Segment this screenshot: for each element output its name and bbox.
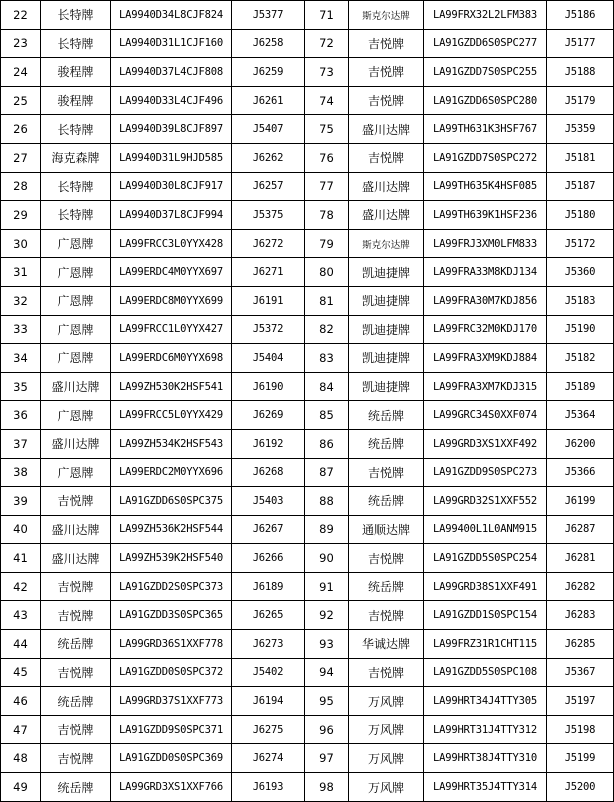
left-vin-cell: LA99FRCC5L0YYX429 (111, 401, 232, 430)
right-code-cell: J6281 (547, 544, 614, 573)
left-brand-cell: 吉悦牌 (41, 744, 111, 773)
right-vin-cell: LA99FRA30M7KDJ856 (424, 286, 547, 315)
left-vin-cell: LA91GZDD3S0SPC365 (111, 601, 232, 630)
right-code-cell: J5179 (547, 86, 614, 115)
left-index-cell: 44 (1, 630, 41, 659)
left-vin-cell: LA9940D34L8CJF824 (111, 1, 232, 30)
left-code-cell: J6269 (232, 401, 305, 430)
left-index-cell: 48 (1, 744, 41, 773)
left-code-cell: J5372 (232, 315, 305, 344)
table-row (1, 515, 614, 544)
right-code-cell: J6287 (547, 515, 614, 544)
left-code-cell: J5403 (232, 487, 305, 516)
right-brand-cell: 万风牌 (349, 715, 424, 744)
table-row (1, 630, 614, 659)
right-brand-cell: 吉悦牌 (349, 458, 424, 487)
left-index-cell: 49 (1, 773, 41, 802)
left-code-cell: J6257 (232, 172, 305, 201)
right-brand-cell: 盛川达牌 (349, 115, 424, 144)
right-vin-cell: LA99GRD3XS1XXF492 (424, 429, 547, 458)
right-vin-cell: LA99FRJ3XM0LFM833 (424, 229, 547, 258)
right-vin-cell: LA99GRD38S1XXF491 (424, 572, 547, 601)
left-code-cell: J6262 (232, 143, 305, 172)
right-vin-cell: LA99HRT35J4TTY314 (424, 773, 547, 802)
right-code-cell: J5197 (547, 687, 614, 716)
left-code-cell: J6261 (232, 86, 305, 115)
right-code-cell: J6285 (547, 630, 614, 659)
right-vin-cell: LA91GZDD6S0SPC280 (424, 86, 547, 115)
right-vin-cell: LA99TH631K3HSF767 (424, 115, 547, 144)
right-code-cell: J5182 (547, 344, 614, 373)
left-vin-cell: LA9940D37L4CJF808 (111, 58, 232, 87)
left-code-cell: J6267 (232, 515, 305, 544)
left-index-cell: 34 (1, 344, 41, 373)
right-brand-cell: 盛川达牌 (349, 201, 424, 230)
right-code-cell: J5187 (547, 172, 614, 201)
left-index-cell: 22 (1, 1, 41, 30)
right-index-cell: 92 (305, 601, 349, 630)
left-index-cell: 24 (1, 58, 41, 87)
right-index-cell: 86 (305, 429, 349, 458)
table-row (1, 58, 614, 87)
left-vin-cell: LA9940D31L9HJD585 (111, 143, 232, 172)
left-vin-cell: LA91GZDD6S0SPC375 (111, 487, 232, 516)
right-index-cell: 88 (305, 487, 349, 516)
left-brand-cell: 盛川达牌 (41, 544, 111, 573)
right-brand-cell: 统岳牌 (349, 401, 424, 430)
table-body (1, 1, 614, 802)
left-index-cell: 26 (1, 115, 41, 144)
left-index-cell: 40 (1, 515, 41, 544)
left-vin-cell: LA99ERDC4M0YYX697 (111, 258, 232, 287)
right-vin-cell: LA99GRD32S1XXF552 (424, 487, 547, 516)
left-brand-cell: 广恩牌 (41, 315, 111, 344)
right-brand-cell: 吉悦牌 (349, 143, 424, 172)
right-index-cell: 77 (305, 172, 349, 201)
right-index-cell: 93 (305, 630, 349, 659)
left-brand-cell: 吉悦牌 (41, 487, 111, 516)
left-index-cell: 46 (1, 687, 41, 716)
right-code-cell: J5188 (547, 58, 614, 87)
table-row (1, 86, 614, 115)
left-index-cell: 42 (1, 572, 41, 601)
left-index-cell: 36 (1, 401, 41, 430)
table-row (1, 229, 614, 258)
left-index-cell: 31 (1, 258, 41, 287)
right-index-cell: 81 (305, 286, 349, 315)
right-vin-cell: LA99400L1L0ANM915 (424, 515, 547, 544)
left-code-cell: J6258 (232, 29, 305, 58)
left-index-cell: 23 (1, 29, 41, 58)
right-vin-cell: LA99GRC34S0XXF074 (424, 401, 547, 430)
right-index-cell: 73 (305, 58, 349, 87)
right-index-cell: 94 (305, 658, 349, 687)
left-brand-cell: 统岳牌 (41, 630, 111, 659)
left-code-cell: J6272 (232, 229, 305, 258)
right-vin-cell: LA99TH639K1HSF236 (424, 201, 547, 230)
left-vin-cell: LA91GZDD9S0SPC371 (111, 715, 232, 744)
left-index-cell: 37 (1, 429, 41, 458)
table-row (1, 658, 614, 687)
left-index-cell: 35 (1, 372, 41, 401)
left-vin-cell: LA9940D33L4CJF496 (111, 86, 232, 115)
right-vin-cell: LA91GZDD7S0SPC255 (424, 58, 547, 87)
left-brand-cell: 吉悦牌 (41, 572, 111, 601)
left-vin-cell: LA9940D39L8CJF897 (111, 115, 232, 144)
right-index-cell: 91 (305, 572, 349, 601)
left-brand-cell: 长特牌 (41, 1, 111, 30)
right-index-cell: 85 (305, 401, 349, 430)
left-code-cell: J6268 (232, 458, 305, 487)
right-vin-cell: LA91GZDD6S0SPC277 (424, 29, 547, 58)
table-row (1, 344, 614, 373)
right-brand-cell: 凯迪捷牌 (349, 286, 424, 315)
right-code-cell: J6282 (547, 572, 614, 601)
left-code-cell: J5407 (232, 115, 305, 144)
right-index-cell: 83 (305, 344, 349, 373)
right-brand-cell: 吉悦牌 (349, 29, 424, 58)
left-vin-cell: LA99FRCC1L0YYX427 (111, 315, 232, 344)
right-index-cell: 72 (305, 29, 349, 58)
right-brand-cell: 吉悦牌 (349, 86, 424, 115)
left-code-cell: J5404 (232, 344, 305, 373)
right-brand-cell: 吉悦牌 (349, 544, 424, 573)
left-vin-cell: LA9940D30L8CJF917 (111, 172, 232, 201)
left-brand-cell: 统岳牌 (41, 687, 111, 716)
left-index-cell: 39 (1, 487, 41, 516)
left-code-cell: J6271 (232, 258, 305, 287)
right-index-cell: 75 (305, 115, 349, 144)
table-row (1, 201, 614, 230)
table-row (1, 601, 614, 630)
table-row (1, 458, 614, 487)
right-code-cell: J5177 (547, 29, 614, 58)
right-vin-cell: LA99FRA3XM9KDJ884 (424, 344, 547, 373)
table-row (1, 744, 614, 773)
left-index-cell: 45 (1, 658, 41, 687)
right-vin-cell: LA91GZDD7S0SPC272 (424, 143, 547, 172)
right-index-cell: 78 (305, 201, 349, 230)
left-code-cell: J6190 (232, 372, 305, 401)
left-vin-cell: LA99ERDC6M0YYX698 (111, 344, 232, 373)
right-code-cell: J5366 (547, 458, 614, 487)
left-vin-cell: LA91GZDD0S0SPC369 (111, 744, 232, 773)
right-index-cell: 96 (305, 715, 349, 744)
table-row (1, 315, 614, 344)
left-vin-cell: LA99FRCC3L0YYX428 (111, 229, 232, 258)
left-vin-cell: LA99GRD37S1XXF773 (111, 687, 232, 716)
right-index-cell: 89 (305, 515, 349, 544)
right-vin-cell: LA99FRZ31R1CHT115 (424, 630, 547, 659)
left-code-cell: J6192 (232, 429, 305, 458)
right-vin-cell: LA99FRA33M8KDJ134 (424, 258, 547, 287)
table-row (1, 429, 614, 458)
right-code-cell: J5364 (547, 401, 614, 430)
table-row (1, 143, 614, 172)
right-index-cell: 87 (305, 458, 349, 487)
right-code-cell: J5183 (547, 286, 614, 315)
left-code-cell: J6273 (232, 630, 305, 659)
left-vin-cell: LA99ERDC2M0YYX696 (111, 458, 232, 487)
right-code-cell: J5200 (547, 773, 614, 802)
left-index-cell: 32 (1, 286, 41, 315)
right-index-cell: 82 (305, 315, 349, 344)
left-index-cell: 43 (1, 601, 41, 630)
left-index-cell: 27 (1, 143, 41, 172)
right-code-cell: J5190 (547, 315, 614, 344)
right-code-cell: J5359 (547, 115, 614, 144)
left-brand-cell: 骏程牌 (41, 86, 111, 115)
right-index-cell: 90 (305, 544, 349, 573)
right-index-cell: 79 (305, 229, 349, 258)
left-code-cell: J6265 (232, 601, 305, 630)
right-vin-cell: LA99HRT38J4TTY310 (424, 744, 547, 773)
left-brand-cell: 盛川达牌 (41, 372, 111, 401)
left-vin-cell: LA99GRD3XS1XXF766 (111, 773, 232, 802)
left-brand-cell: 盛川达牌 (41, 429, 111, 458)
left-vin-cell: LA99ZH530K2HSF541 (111, 372, 232, 401)
left-index-cell: 33 (1, 315, 41, 344)
left-brand-cell: 长特牌 (41, 172, 111, 201)
table-row (1, 258, 614, 287)
right-brand-cell: 华诚达牌 (349, 630, 424, 659)
right-brand-cell: 吉悦牌 (349, 58, 424, 87)
right-code-cell: J5189 (547, 372, 614, 401)
left-code-cell: J6191 (232, 286, 305, 315)
left-brand-cell: 吉悦牌 (41, 601, 111, 630)
table-row (1, 372, 614, 401)
left-brand-cell: 吉悦牌 (41, 715, 111, 744)
right-code-cell: J5186 (547, 1, 614, 30)
table-row (1, 1, 614, 30)
right-index-cell: 80 (305, 258, 349, 287)
left-code-cell: J5402 (232, 658, 305, 687)
right-vin-cell: LA91GZDD5S0SPC254 (424, 544, 547, 573)
right-brand-cell: 统岳牌 (349, 487, 424, 516)
right-brand-cell: 盛川达牌 (349, 172, 424, 201)
left-code-cell: J6194 (232, 687, 305, 716)
right-brand-cell: 吉悦牌 (349, 601, 424, 630)
right-vin-cell: LA91GZDD1S0SPC154 (424, 601, 547, 630)
left-index-cell: 41 (1, 544, 41, 573)
right-brand-cell: 凯迪捷牌 (349, 258, 424, 287)
table-row (1, 572, 614, 601)
left-code-cell: J6266 (232, 544, 305, 573)
table-row (1, 401, 614, 430)
right-vin-cell: LA99TH635K4HSF085 (424, 172, 547, 201)
table-row (1, 715, 614, 744)
left-brand-cell: 广恩牌 (41, 401, 111, 430)
left-code-cell: J6259 (232, 58, 305, 87)
table-row (1, 544, 614, 573)
left-vin-cell: LA99ZH539K2HSF540 (111, 544, 232, 573)
left-brand-cell: 统岳牌 (41, 773, 111, 802)
right-index-cell: 95 (305, 687, 349, 716)
left-brand-cell: 广恩牌 (41, 344, 111, 373)
table-row (1, 29, 614, 58)
right-code-cell: J5367 (547, 658, 614, 687)
left-brand-cell: 海克森牌 (41, 143, 111, 172)
left-vin-cell: LA99ZH536K2HSF544 (111, 515, 232, 544)
left-index-cell: 38 (1, 458, 41, 487)
right-vin-cell: LA99FRC32M0KDJ170 (424, 315, 547, 344)
right-brand-cell: 凯迪捷牌 (349, 344, 424, 373)
right-index-cell: 98 (305, 773, 349, 802)
right-brand-cell: 万风牌 (349, 687, 424, 716)
right-code-cell: J5180 (547, 201, 614, 230)
table-row (1, 773, 614, 802)
right-code-cell: J5181 (547, 143, 614, 172)
right-vin-cell: LA99FRA3XM7KDJ315 (424, 372, 547, 401)
right-brand-cell: 通顺达牌 (349, 515, 424, 544)
left-brand-cell: 广恩牌 (41, 258, 111, 287)
left-brand-cell: 广恩牌 (41, 286, 111, 315)
left-vin-cell: LA91GZDD2S0SPC373 (111, 572, 232, 601)
left-index-cell: 47 (1, 715, 41, 744)
right-brand-cell: 凯迪捷牌 (349, 372, 424, 401)
right-vin-cell: LA91GZDD5S0SPC108 (424, 658, 547, 687)
right-code-cell: J6199 (547, 487, 614, 516)
table-row (1, 172, 614, 201)
right-code-cell: J6283 (547, 601, 614, 630)
table-row (1, 115, 614, 144)
right-code-cell: J5199 (547, 744, 614, 773)
left-brand-cell: 广恩牌 (41, 458, 111, 487)
right-vin-cell: LA99HRT31J4TTY312 (424, 715, 547, 744)
right-brand-cell: 统岳牌 (349, 572, 424, 601)
left-code-cell: J5375 (232, 201, 305, 230)
right-brand-cell: 万风牌 (349, 744, 424, 773)
right-code-cell: J5198 (547, 715, 614, 744)
left-index-cell: 28 (1, 172, 41, 201)
left-code-cell: J6193 (232, 773, 305, 802)
left-code-cell: J6275 (232, 715, 305, 744)
right-index-cell: 97 (305, 744, 349, 773)
left-vin-cell: LA9940D37L8CJF994 (111, 201, 232, 230)
left-brand-cell: 盛川达牌 (41, 515, 111, 544)
right-brand-cell: 斯克尔达牌 (349, 229, 424, 258)
left-vin-cell: LA91GZDD0S0SPC372 (111, 658, 232, 687)
left-brand-cell: 骏程牌 (41, 58, 111, 87)
right-brand-cell: 凯迪捷牌 (349, 315, 424, 344)
left-brand-cell: 广恩牌 (41, 229, 111, 258)
right-brand-cell: 斯克尔达牌 (349, 1, 424, 30)
left-index-cell: 29 (1, 201, 41, 230)
right-brand-cell: 万风牌 (349, 773, 424, 802)
right-vin-cell: LA91GZDD9S0SPC273 (424, 458, 547, 487)
right-code-cell: J5360 (547, 258, 614, 287)
right-index-cell: 71 (305, 1, 349, 30)
right-code-cell: J5172 (547, 229, 614, 258)
left-vin-cell: LA9940D31L1CJF160 (111, 29, 232, 58)
left-brand-cell: 长特牌 (41, 201, 111, 230)
table-row (1, 687, 614, 716)
left-code-cell: J5377 (232, 1, 305, 30)
right-code-cell: J6200 (547, 429, 614, 458)
table-row (1, 487, 614, 516)
left-vin-cell: LA99GRD36S1XXF778 (111, 630, 232, 659)
left-vin-cell: LA99ERDC8M0YYX699 (111, 286, 232, 315)
left-index-cell: 30 (1, 229, 41, 258)
right-brand-cell: 吉悦牌 (349, 658, 424, 687)
left-code-cell: J6189 (232, 572, 305, 601)
right-index-cell: 84 (305, 372, 349, 401)
left-index-cell: 25 (1, 86, 41, 115)
left-brand-cell: 长特牌 (41, 29, 111, 58)
left-brand-cell: 长特牌 (41, 115, 111, 144)
left-brand-cell: 吉悦牌 (41, 658, 111, 687)
table-row (1, 286, 614, 315)
right-index-cell: 76 (305, 143, 349, 172)
right-index-cell: 74 (305, 86, 349, 115)
left-code-cell: J6274 (232, 744, 305, 773)
right-vin-cell: LA99HRT34J4TTY305 (424, 687, 547, 716)
left-vin-cell: LA99ZH534K2HSF543 (111, 429, 232, 458)
right-brand-cell: 统岳牌 (349, 429, 424, 458)
right-vin-cell: LA99FRX32L2LFM383 (424, 1, 547, 30)
